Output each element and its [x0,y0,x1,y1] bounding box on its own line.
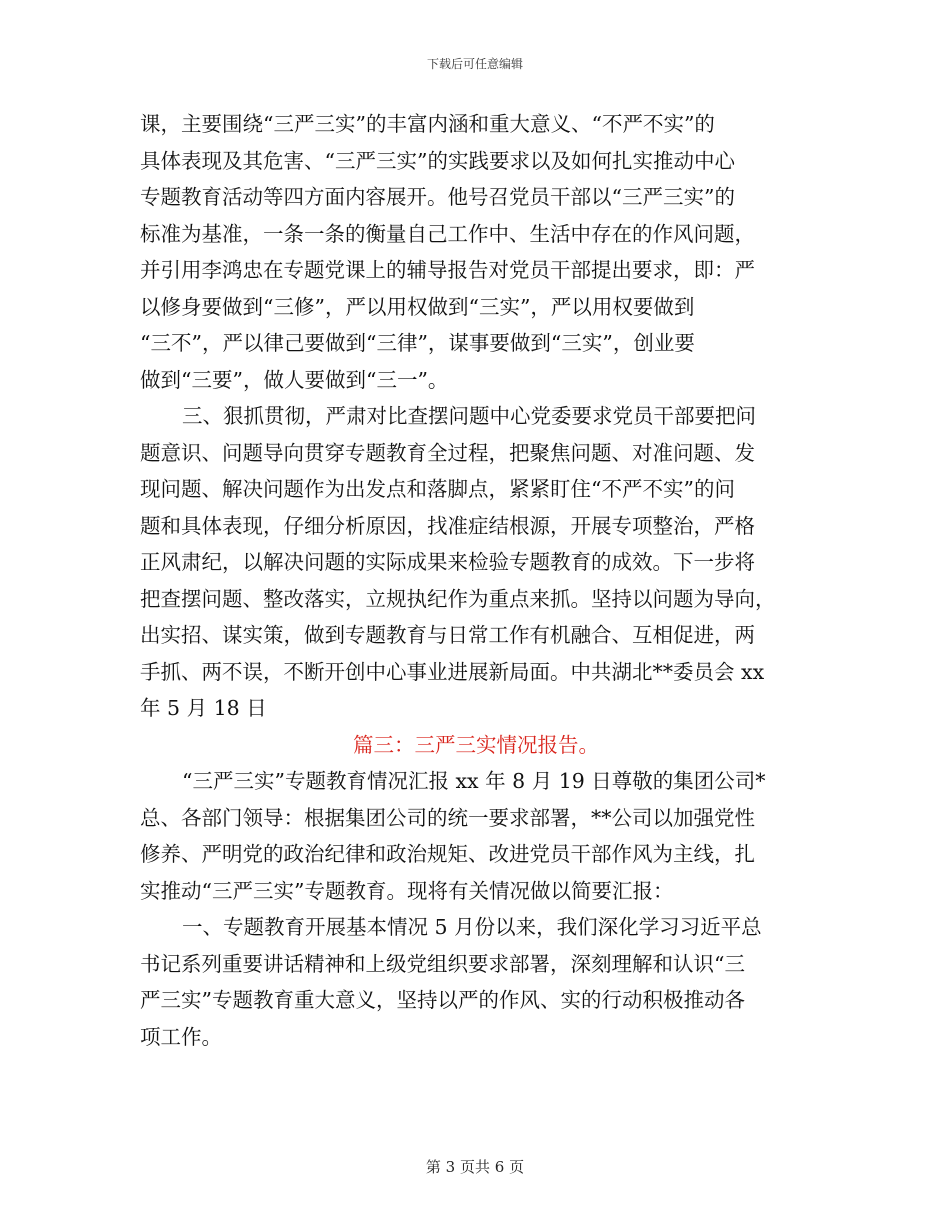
paragraph-start-line: 三、狠抓贯彻，严肃对比查摆问题中心党委要求党员干部要把问 [182,404,756,428]
text-line: 把查摆问题、整改落实，立规执纪作为重点来抓。坚持以问题为导向， [140,586,776,611]
text-line: 年 5 月 18 日 [140,696,267,720]
document-body [140,106,812,1055]
text-line: 实推动“三严三实”专题教育。现将有关情况做以简要汇报： [140,878,674,903]
text-line: 做到“三要”，做人要做到“三一”。 [140,367,449,392]
text-line: “三不”，严以律己要做到“三律”，谋事要做到“三实”，创业要 [140,331,695,355]
text-line: 具体表现及其危害、“三严三实”的实践要求以及如何扎实推动中心 [140,148,735,173]
text-line: 以修身要做到“三修”，严以用权做到“三实”，严以用权要做到 [140,294,695,319]
paragraph-start-line: “三严三实”专题教育情况汇报 xx 年 8 月 19 日尊敬的集团公司* [182,769,766,793]
text-line: 标准为基准，一条一条的衡量自己工作中、生活中存在的作风问题， [140,221,755,246]
text-line: 专题教育活动等四方面内容展开。他号召党员干部以“三严三实”的 [140,185,735,209]
paragraph-start-line: 一、专题教育开展基本情况 5 月份以来，我们深化学习习近平总 [182,915,762,939]
text-line: 书记系列重要讲话精神和上级党组织要求部署，深刻理解和认识“三 [140,951,745,976]
text-line: 出实招、谋实策，做到专题教育与日常工作有机融合、互相促进，两 [140,623,755,647]
text-line: 正风肃纪，以解决问题的实际成果来检验专题教育的成效。下一步将 [140,550,755,574]
page-number: 第 3 页共 6 页 [425,1158,525,1176]
text-line: 手抓、两不误，不断开创中心事业进展新局面。中共湖北**委员会 xx [140,659,765,684]
text-line: 修养、严明党的政治纪律和政治规矩、改进党员干部作风为主线，扎 [140,842,755,866]
text-line: 项工作。 [140,1024,222,1049]
page-header: 下载后可任意编辑 [426,57,523,71]
text-line: 题和具体表现，仔细分析原因，找准症结根源，开展专项整治，严格 [140,513,755,538]
text-line: 课，主要围绕“三严三实”的丰富内涵和重大意义、“不严不实”的 [140,112,715,136]
text-line: 并引用李鸿忠在专题党课上的辅导报告对党员干部提出要求，即：严 [140,258,755,282]
text-line: 现问题、解决问题作为出发点和落脚点，紧紧盯住“不严不实”的问 [140,477,735,501]
text-line: 总、各部门领导：根据集团公司的统一要求部署，**公司以加强党性 [140,805,755,830]
section-heading: 篇三：三严三实情况报告。 [353,732,599,757]
text-line: 题意识、问题导向贯穿专题教育全过程，把聚焦问题、对准问题、发 [140,440,755,465]
text-line: 严三实”专题教育重大意义，坚持以严的作风、实的行动积极推动各 [140,988,745,1012]
